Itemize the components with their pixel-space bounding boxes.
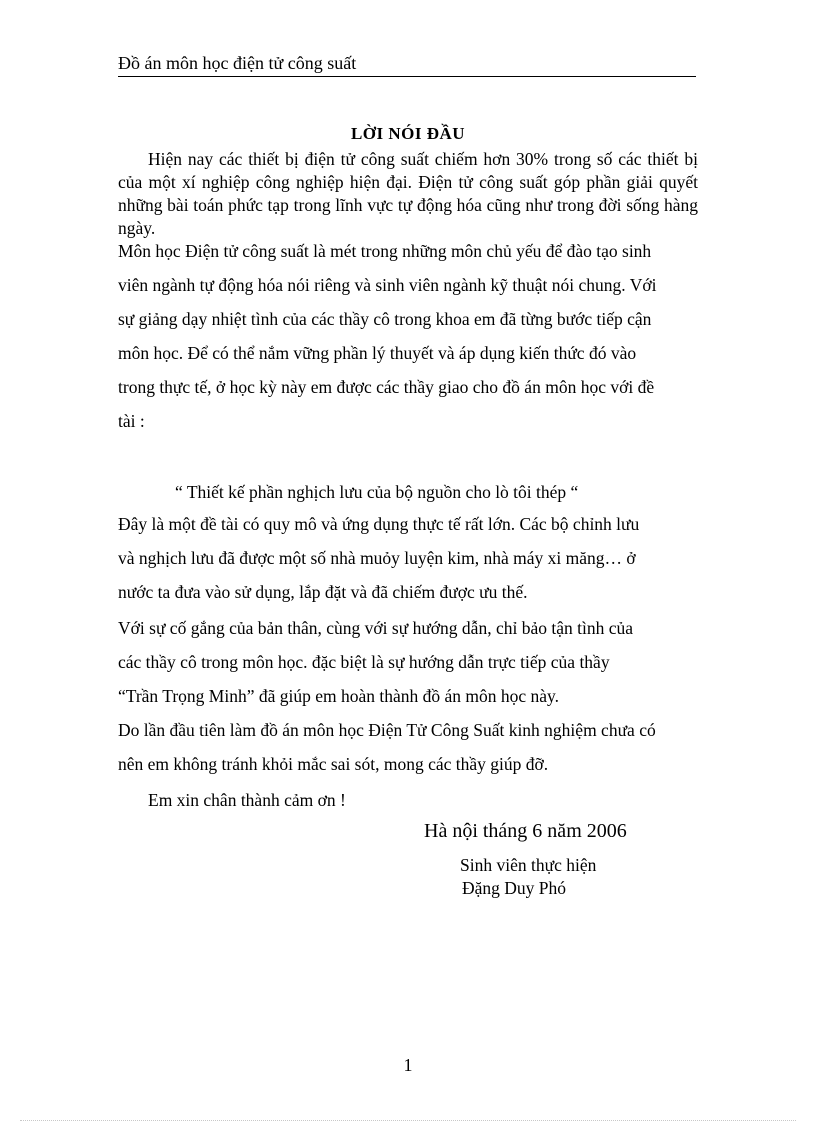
signature-role: Sinh viên thực hiện bbox=[460, 855, 597, 875]
course-line-3: sự giảng dạy nhiệt tình của các thầy cô trong khoa em đã từng bước tiếp cận bbox=[118, 309, 652, 329]
course-line-6: tài : bbox=[118, 411, 145, 431]
thanks-line: Em xin chân thành cảm ơn ! bbox=[148, 790, 346, 810]
signature-name: Đặng Duy Phó bbox=[462, 878, 567, 898]
page-title: LỜI NÓI ĐẦU bbox=[350, 124, 466, 143]
page-edge-divider bbox=[20, 1120, 796, 1121]
scale-line-3: nước ta đưa vào sử dụng, lắp đặt và đã chiếm được ưu thế. bbox=[118, 582, 528, 602]
gratitude-line-3: “Trần Trọng Minh” đã giúp em hoàn thành đồ án môn học này. bbox=[118, 686, 560, 706]
course-line-2: viên ngành tự động hóa nói riêng và sinh viên ngành kỹ thuật nói chung. Với bbox=[118, 275, 657, 295]
course-line-4: môn học. Để có thể nắm vững phần lý thuyết và áp dụng kiến thức đó vào bbox=[118, 343, 637, 363]
topic-quote: “ Thiết kế phần nghịch lưu của bộ nguồn cho lò tôi thép “ bbox=[175, 482, 579, 502]
apology-line-2: nên em không tránh khỏi mắc sai sót, mong các thầy giúp đỡ. bbox=[118, 754, 549, 774]
gratitude-line-2: các thầy cô trong môn học. đặc biệt là sự hướng dẫn trực tiếp của thầy bbox=[118, 652, 610, 672]
running-header: Đồ án môn học điện tử công suất bbox=[118, 52, 696, 77]
page-number: 1 bbox=[403, 1055, 413, 1075]
signature-date: Hà nội tháng 6 năm 2006 bbox=[424, 820, 627, 842]
intro-paragraph: Hiện nay các thiết bị điện tử công suất chiếm hơn 30% trong số các thiết bị của một xí nghiệp công nghiệp hiện đại. Điện tử công suất góp phần giải quyết những bài toán phức tạp trong lĩnh vực tự động hóa cũng như trong đời sống hàng ngày. bbox=[118, 149, 698, 238]
course-line-1: Môn học Điện tử công suất là mét trong những môn chủ yếu để đào tạo sinh bbox=[118, 241, 652, 261]
scale-line-2: và nghịch lưu đã được một số nhà muỏy luyện kim, nhà máy xi măng… ở bbox=[118, 548, 636, 568]
gratitude-line-1: Với sự cố gắng của bản thân, cùng với sự hướng dẫn, chỉ bảo tận tình của bbox=[118, 618, 633, 638]
apology-line-1: Do lần đầu tiên làm đồ án môn học Điện Tử Công Suất kinh nghiệm chưa có bbox=[118, 720, 656, 740]
course-line-5: trong thực tế, ở học kỳ này em được các thầy giao cho đồ án môn học với đề bbox=[118, 377, 655, 397]
scale-line-1: Đây là một đề tài có quy mô và ứng dụng thực tế rất lớn. Các bộ chỉnh lưu bbox=[118, 514, 640, 534]
